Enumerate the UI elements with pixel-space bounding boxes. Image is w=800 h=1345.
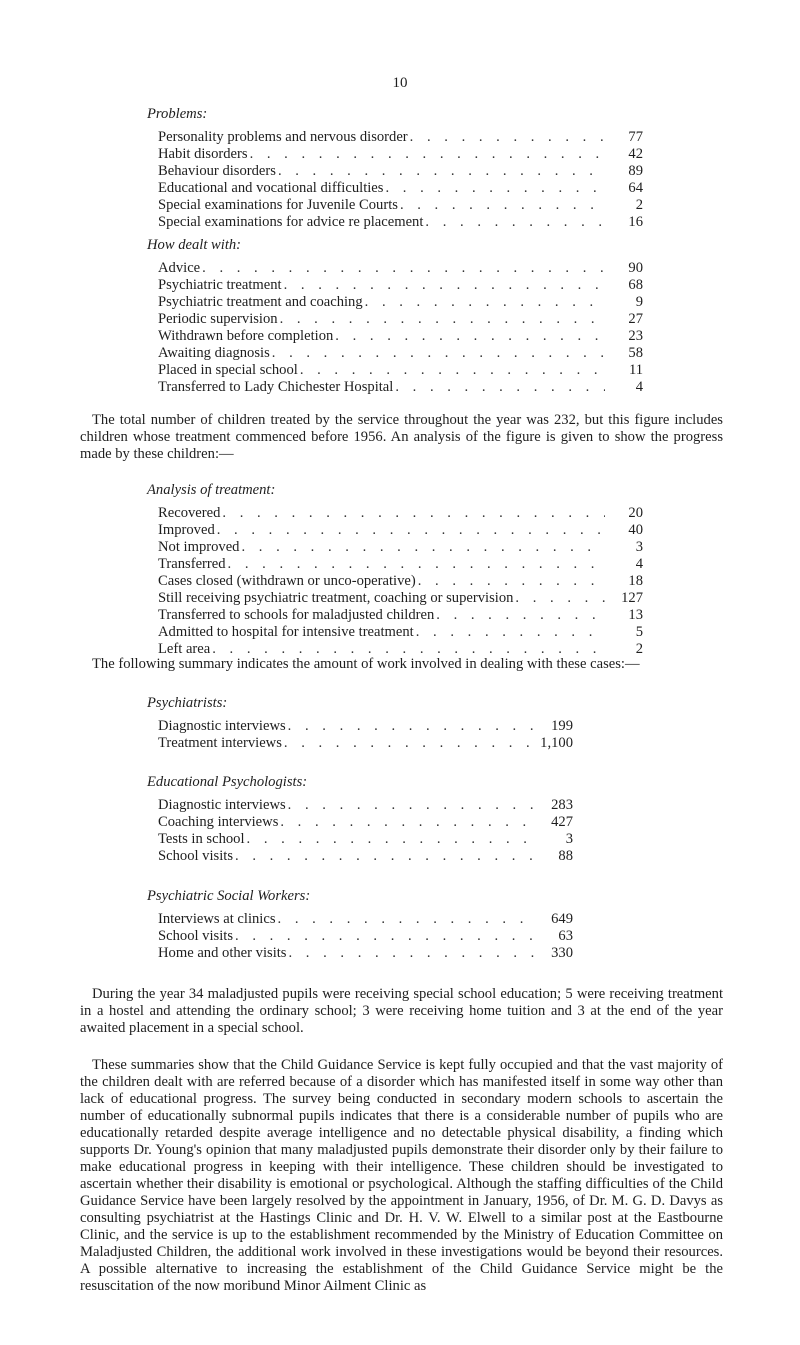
list-item: Tests in school . . . 3 <box>158 831 573 848</box>
paragraph-summaries: These summaries show that the Child Guidance Service is kept fully occupied and that the vast majority of the children dealt with are referred because of a disorder which has manifested itself in some way other than lack of educational progress. The survey being conducted in secondary modern schools to ascertain the number of educationally subnormal pupils indicates that there is a considerable number of pupils who are educationally retarded despite average intelligence and no detectable physical disability, a finding which supports Dr. Young's opinion that many maladjusted pupils demonstrate their disorder only by their failure to make educational progress in keeping with their intelligence. These children should be investigated to ascertain whether their disability is emotional or psychological. Although the staffing difficulties of the Child Guidance Service have been largely resolved by the appointment in January, 1956, of Dr. M. G. D. Davys as consulting psychiatrist at the Hastings Clinic and Dr. H. V. W. Elwell to a similar post at the Eastbourne Clinic, and the service is up to the establishment recommended by the Ministry of Education Committee on Maladjusted Children, the additional work involved in these investigations would be beyond their resources. A possible alternative to increasing the establishment of the Child Guidance Service might be the resuscitation of the now moribund Minor Ailment Clinic as <box>80 1057 723 1294</box>
page-number: 10 <box>392 75 408 91</box>
list-item: Personality problems and nervous disorder . . . 77 <box>158 129 643 146</box>
list-item: Periodic supervision . . . 27 <box>158 311 643 328</box>
list-item: Special examinations for advice re placement . . . 16 <box>158 214 643 231</box>
list-item: Awaiting diagnosis . . . 58 <box>158 345 643 362</box>
list-item: Advice . . . 90 <box>158 260 643 277</box>
list-item: Improved . . . 40 <box>158 522 643 539</box>
paragraph-summary-intro: The following summary indicates the amount of work involved in dealing with these cases:— <box>92 656 640 672</box>
list-item: Still receiving psychiatric treatment, coaching or supervision . . . 127 <box>158 590 643 607</box>
list-item: Not improved . . . 3 <box>158 539 643 556</box>
list-item: Special examinations for Juvenile Courts . . . 2 <box>158 197 643 214</box>
social-heading: Psychiatric Social Workers: <box>147 888 311 904</box>
list-item: Recovered . . . 20 <box>158 505 643 522</box>
analysis-section <box>133 482 643 658</box>
list-item: Interviews at clinics . . . 649 <box>158 911 573 928</box>
list-item: Habit disorders . . . 42 <box>158 146 643 163</box>
educational-psychologists-section <box>133 774 573 865</box>
list-item: Diagnostic interviews . . . 283 <box>158 797 573 814</box>
list-item: Left area . . . 2 <box>158 641 643 658</box>
list-item: Placed in special school . . . 11 <box>158 362 643 379</box>
psychiatrists-section <box>133 695 573 752</box>
list-item: Withdrawn before completion . . . 23 <box>158 328 643 345</box>
list-item: School visits . . . 63 <box>158 928 573 945</box>
social-workers-section <box>133 888 573 962</box>
educational-heading: Educational Psychologists: <box>147 774 308 790</box>
list-item: Educational and vocational difficulties . . . 64 <box>158 180 643 197</box>
list-item: Psychiatric treatment . . . 68 <box>158 277 643 294</box>
list-item: Psychiatric treatment and coaching . . . 9 <box>158 294 643 311</box>
list-item: Home and other visits . . . 330 <box>158 945 573 962</box>
paragraph-total-treated: The total number of children treated by the service throughout the year was 232, but this figure includes children whose treatment commenced before 1956. An analysis of the figure is given to show the progress made by these children:— <box>80 412 723 462</box>
problems-heading: Problems: <box>147 106 208 122</box>
list-item: Transferred to Lady Chichester Hospital . . . 4 <box>158 379 643 396</box>
list-item: Admitted to hospital for intensive treatment . . . 5 <box>158 624 643 641</box>
problems-section <box>133 106 643 231</box>
psychiatrists-heading: Psychiatrists: <box>147 695 228 711</box>
paragraph-maladjusted-pupils: During the year 34 maladjusted pupils were receiving special school education; 5 were receiving treatment in a hostel and attending the ordinary school; 3 were receiving home tuition and 3 at the end of the year awaited placement in a special school. <box>80 986 723 1036</box>
list-item: Cases closed (withdrawn or unco-operative) . . . 18 <box>158 573 643 590</box>
list-item: Treatment interviews . . . 1,100 <box>158 735 573 752</box>
list-item: Transferred to schools for maladjusted children . . . 13 <box>158 607 643 624</box>
list-item: Behaviour disorders . . . 89 <box>158 163 643 180</box>
list-item: School visits . . . 88 <box>158 848 573 865</box>
dealt-with-section <box>133 237 643 396</box>
list-item: Transferred . . . 4 <box>158 556 643 573</box>
analysis-heading: Analysis of treatment: <box>147 482 276 498</box>
list-item: Coaching interviews . . . 427 <box>158 814 573 831</box>
dealt-with-heading: How dealt with: <box>147 237 242 253</box>
list-item: Diagnostic interviews . . . 199 <box>158 718 573 735</box>
